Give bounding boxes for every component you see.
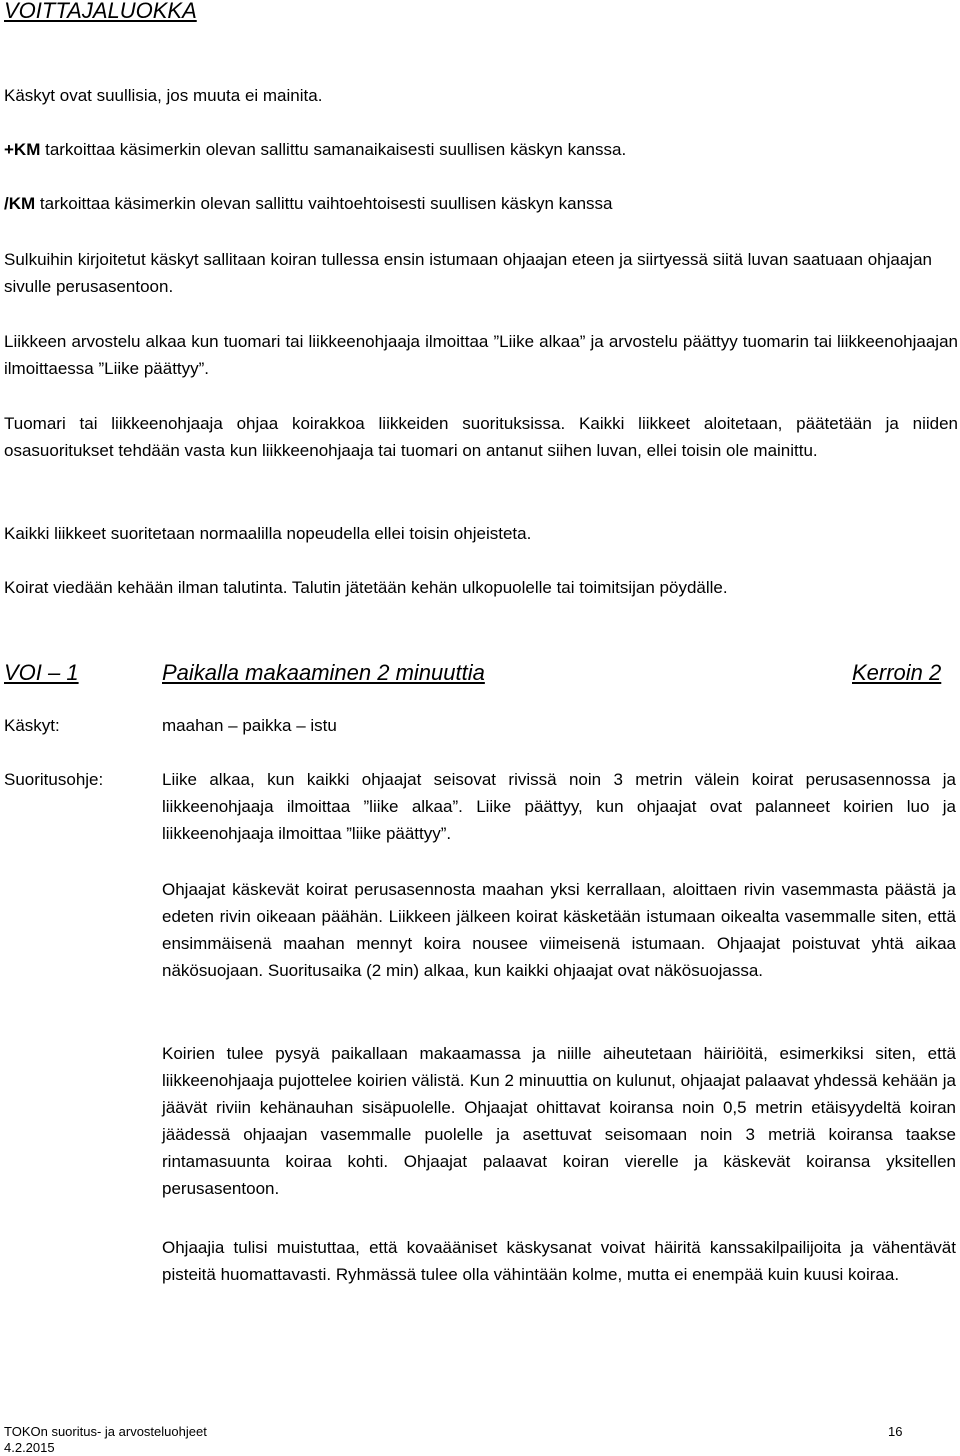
instructions-label: Suoritusohje: xyxy=(4,770,104,789)
intro-paragraph-speed: Kaikki liikkeet suoritetaan normaalilla nopeudella ellei toisin ohjeisteta. xyxy=(4,524,532,543)
km-slash-text: tarkoittaa käsimerkin olevan sallittu vaihtoehtoisesti suullisen käskyn kanssa xyxy=(35,194,613,213)
section-code: VOI – 1 xyxy=(4,660,79,685)
section-coefficient: Kerroin 2 xyxy=(852,660,942,685)
instructions-paragraph: Ohjaajat käskevät koirat perusasennosta maahan yksi kerrallaan, aloittaen rivin vasemmasta päästä ja edeten rivin oikeaan päähän. Liikkeen jälkeen koirat käsketään istumaan oikealta vasemmalle siten, että ensimmäisenä maahan mennyt koira nousee viimeisenä istumaan. Ohjaajat poistuvat yhtä aikaa näkösuojaan. Suoritusaika (2 min) alkaa, kun kaikki ohjaajat ovat näkösuojassa. xyxy=(162,880,956,980)
document-title: VOITTAJALUOKKA xyxy=(4,0,197,23)
instructions-paragraph: Liike alkaa, kun kaikki ohjaajat seisovat rivissä noin 3 metrin välein koirat perusasennossa ja liikkeenohjaaja ilmoittaa ”liike alkaa”. Liike päättyy, kun ohjaajat ovat palanneet koirien luo ja liikkeenohjaaja ilmoittaa ”liike päättyy”. xyxy=(162,770,956,843)
intro-paragraph-brackets: Sulkuihin kirjoitetut käskyt sallitaan koiran tullessa ensin istumaan ohjaajan eteen ja siirtyessä siitä luvan saatuaan ohjaajan sivulle perusasentoon. xyxy=(4,250,932,296)
instructions-paragraph: Koirien tulee pysyä paikallaan makaamassa ja niille aiheutetaan häiriöitä, esimerkiksi siten, että liikkeenohjaaja pujottelee koirien välistä. Kun 2 minuuttia on kulunut, ohjaajat palaavat yhdessä kehään ja jäävät riviin kehänauhan sisäpuolelle. Ohjaajat ohittavat koiransa noin 0,5 metrin etäisyydeltä koiran jäädessä ohjaajan vasemmalle puolelle ja asettuvat seisomaan noin 3 metriä koiransa taakse rintamasuunta koiraa kohti. Ohjaajat palaavat koiran vierelle ja käskevät koiransa yksitellen perusasentoon. xyxy=(162,1044,956,1198)
km-slash-code: /KM xyxy=(4,194,36,213)
instructions-paragraph: Ohjaajia tulisi muistuttaa, että kovaääniset käskysanat voivat häiritä kanssakilpailijoita ja vähentävät pisteitä huomattavasti. Ryhmässä tulee olla vähintään kolme, mutta ei enempää kuin kuusi koiraa. xyxy=(162,1238,956,1284)
km-plus-text: tarkoittaa käsimerkin olevan sallittu samanaikaisesti suullisen käskyn kanssa. xyxy=(40,140,627,159)
footer-document-name: TOKOn suoritus- ja arvosteluohjeet xyxy=(4,1424,207,1439)
intro-paragraph-commands: Käskyt ovat suullisia, jos muuta ei mainita. xyxy=(4,86,323,105)
section-name: Paikalla makaaminen 2 minuuttia xyxy=(162,660,485,685)
km-plus-code: +KM xyxy=(4,140,41,159)
intro-paragraph-leash: Koirat viedään kehään ilman talutinta. Talutin jätetään kehän ulkopuolelle tai toimitsijan pöydälle. xyxy=(4,578,728,597)
intro-paragraph-km-slash xyxy=(4,190,958,217)
intro-paragraph-steward: Tuomari tai liikkeenohjaaja ohjaa koirakkoa liikkeiden suorituksissa. Kaikki liikkeet aloitetaan, päätetään ja niiden osasuoritukset tehdään vasta kun liikkeenohjaaja tai tuomari on antanut siihen luvan, ellei toisin ole mainittu. xyxy=(4,414,958,460)
intro-paragraph-judging: Liikkeen arvostelu alkaa kun tuomari tai liikkeenohjaaja ilmoittaa ”Liike alkaa” ja arvostelu päättyy tuomarin tai liikkeenohjaajan ilmoittaessa ”Liike päättyy”. xyxy=(4,332,958,378)
intro-paragraph-km-plus xyxy=(4,136,958,163)
commands-label: Käskyt: xyxy=(4,716,60,735)
footer-page-number: 16 xyxy=(888,1424,903,1439)
footer-date: 4.2.2015 xyxy=(4,1440,55,1455)
commands-value: maahan – paikka – istu xyxy=(162,716,337,735)
